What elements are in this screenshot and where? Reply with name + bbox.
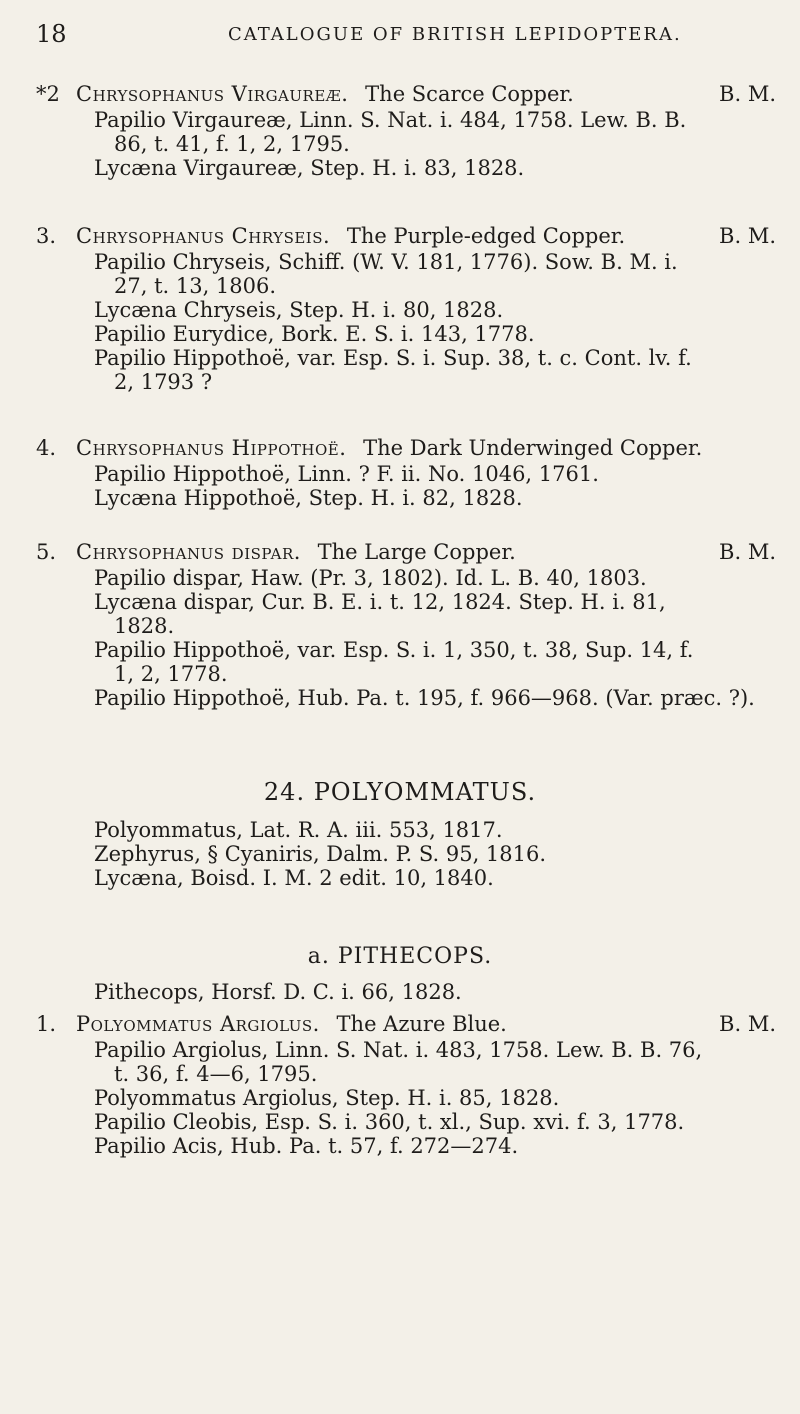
genus-heading: 24. POLYOMMATUS. [263,778,537,806]
common-name: The Scarce Copper. [365,82,574,106]
reference-line: Papilio Acis, Hub. Pa. t. 57, f. 272—274. [94,1134,519,1158]
reference-line: Lycæna Chryseis, Step. H. i. 80, 1828. [94,298,504,322]
reference-list [94,1038,776,1158]
reference-line: Papilio dispar, Haw. (Pr. 3, 1802). Id. L. B. 40, 1803. [94,566,647,590]
page-number: 18 [36,20,67,48]
reference-line: Papilio Hippothoë, Linn. ? F. ii. No. 1046, 1761. [94,462,599,486]
species-entry [36,436,776,510]
species-name: Chrysophanus dispar. [76,540,301,564]
reference-line: Papilio Argiolus, Linn. S. Nat. i. 483, 1758. Lew. B. B. 76, [94,1038,703,1062]
reference-list [94,250,776,394]
locality-code: B. M. [719,1012,776,1036]
reference-line: Papilio Virgaureæ, Linn. S. Nat. i. 484, 1758. Lew. B. B. [94,108,687,132]
reference-line: 27, t. 13, 1806. [114,274,277,298]
species-entry [36,224,776,394]
reference-list [94,108,776,180]
reference-line: Lycæna dispar, Cur. B. E. i. t. 12, 1824. Step. H. i. 81, [94,590,666,614]
entry-number: 1. [36,1012,57,1036]
species-entry [36,82,776,180]
reference-line: 1828. [114,614,175,638]
genus-synonyms [94,818,546,890]
reference-list [94,566,776,710]
common-name: The Purple-edged Copper. [346,224,626,248]
common-name: The Dark Underwinged Copper. [363,436,703,460]
species-name: Polyommatus Argiolus. [76,1012,320,1036]
reference-line: t. 36, f. 4—6, 1795. [114,1062,318,1086]
reference-line: 1, 2, 1778. [114,662,228,686]
entry-heading [36,1012,776,1038]
entry-number: *2 [36,82,60,106]
entry-number: 5. [36,540,57,564]
species-name: Chrysophanus Hippothoë. [76,436,347,460]
reference-line: Papilio Eurydice, Bork. E. S. i. 143, 1778. [94,322,535,346]
reference-line: 2, 1793 ? [114,370,213,394]
common-name: The Azure Blue. [336,1012,507,1036]
page-header [0,20,800,50]
entry-heading [36,82,776,108]
common-name: The Large Copper. [317,540,516,564]
reference-line: Papilio Hippothoë, var. Esp. S. i. 1, 350, t. 38, Sup. 14, f. [94,638,694,662]
entry-heading [36,224,776,250]
subgenus-heading: a. PITHECOPS. [307,944,493,969]
entry-number: 3. [36,224,57,248]
synonym-line: Pithecops, Horsf. D. C. i. 66, 1828. [94,980,462,1004]
reference-line: 86, t. 41, f. 1, 2, 1795. [114,132,350,156]
entry-number: 4. [36,436,57,460]
synonym-line: Lycæna, Boisd. I. M. 2 edit. 10, 1840. [94,866,494,890]
locality-code: B. M. [719,224,776,248]
reference-line: Papilio Hippothoë, var. Esp. S. i. Sup. 38, t. c. Cont. lv. f. [94,346,692,370]
species-name: Chrysophanus Virgaureæ. [76,82,349,106]
locality-code: B. M. [719,540,776,564]
reference-line: Papilio Hippothoë, Hub. Pa. t. 195, f. 966—968. (Var. præc. ?). [94,686,755,710]
synonym-line: Zephyrus, § Cyaniris, Dalm. P. S. 95, 1816. [94,842,547,866]
species-entry [36,1012,776,1158]
entry-heading [36,540,776,566]
subgenus-synonym [94,980,462,1004]
reference-line: Lycæna Virgaureæ, Step. H. i. 83, 1828. [94,156,525,180]
running-title: CATALOGUE OF BRITISH LEPIDOPTERA. [228,24,682,45]
reference-list [94,462,776,510]
species-name: Chrysophanus Chryseis. [76,224,331,248]
reference-line: Papilio Chryseis, Schiff. (W. V. 181, 1776). Sow. B. M. i. [94,250,678,274]
reference-line: Papilio Cleobis, Esp. S. i. 360, t. xl., Sup. xvi. f. 3, 1778. [94,1110,685,1134]
species-entry [36,540,776,710]
reference-line: Polyommatus Argiolus, Step. H. i. 85, 1828. [94,1086,560,1110]
locality-code: B. M. [719,82,776,106]
reference-line: Lycæna Hippothoë, Step. H. i. 82, 1828. [94,486,523,510]
entry-heading [36,436,776,462]
synonym-line: Polyommatus, Lat. R. A. iii. 553, 1817. [94,818,503,842]
